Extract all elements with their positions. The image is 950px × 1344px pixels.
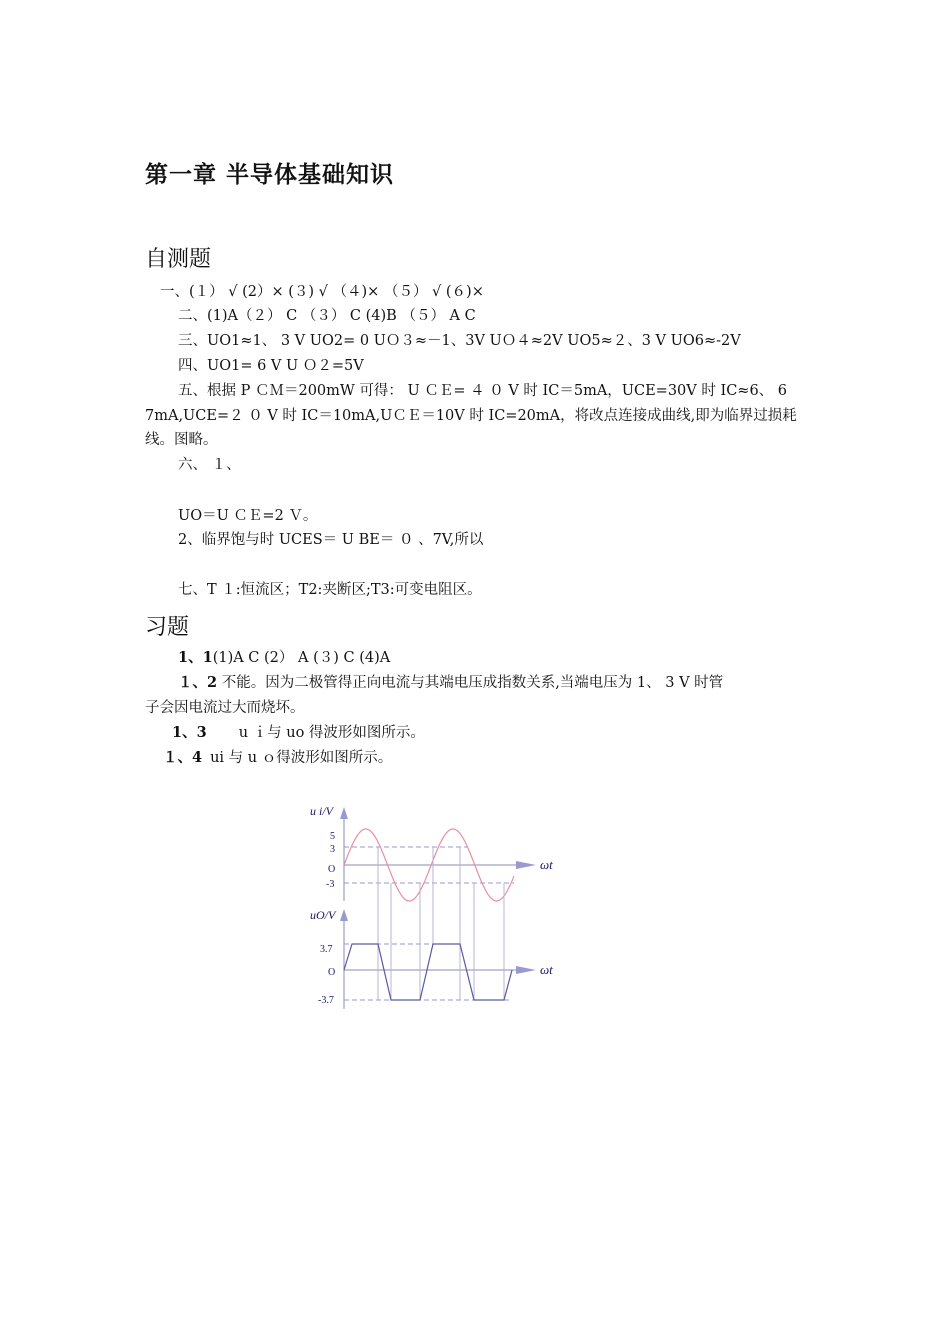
bottom-x-arrow xyxy=(516,966,536,974)
exercise-label: 1、3 xyxy=(172,724,207,741)
answer-line-5b: 7mA,UCE=２ ０ V 时 IC＝10mA,UＣＥ＝10V 时 IC=20mA，将改点连接成曲线,即为临界过损耗 xyxy=(145,408,797,424)
exercise-label: １、4 xyxy=(163,749,203,766)
answer-line-5c: 线。图略。 xyxy=(145,432,218,448)
answer-line-7: 七、T １:恒流区；T2:夹断区;T3:可变电阻区。 xyxy=(178,582,482,598)
answer-line-6-label: 六、 １、 xyxy=(178,457,241,473)
answer-line-6-formula: UO＝U ＣＥ=2 Ｖ。 xyxy=(178,508,318,524)
tick-label: -3 xyxy=(326,879,335,890)
top-y-label: u i/V xyxy=(310,804,333,818)
exercise-text: ui 与 u ｏ得波形如图所示。 xyxy=(210,750,393,766)
exercise-label: 1、1 xyxy=(178,649,213,666)
bottom-plot xyxy=(310,847,553,1009)
answer-line-4: 四、UO1= 6 V U Ｏ２=5V xyxy=(178,358,364,374)
tick-label: O xyxy=(328,864,336,875)
bottom-x-label: ωt xyxy=(540,962,553,977)
answer-line-6-2: 2、临界饱与时 UCES＝ U BE＝ ０ 、7V,所以 xyxy=(178,532,484,548)
waveform-figure xyxy=(300,797,570,1012)
exercise-1-2 xyxy=(178,671,723,695)
tick-label: 3.7 xyxy=(320,944,333,955)
exercise-text: (1)A C (2） A (３) C (4)A xyxy=(212,650,391,666)
tick-label: 3 xyxy=(330,844,335,855)
exercise-1-3 xyxy=(172,721,425,745)
tick-label: 5 xyxy=(330,831,335,842)
answer-line-5a: 五、根据 P ＣＭ＝200mW 可得： U ＣＥ= ４ ０ V 时 IC＝5mA，UCE=30V 时 IC≈6、 6 xyxy=(178,383,788,399)
answer-line-3: 三、UO1≈1、 3 V UO2= 0 UＯ３≈－1、3V UＯ４≈2V UO5≈２、3 V UO6≈-2V xyxy=(178,333,741,349)
vertical-guides xyxy=(378,847,504,1000)
exercise-1-2-cont: 子会因电流过大而烧坏。 xyxy=(145,700,305,716)
exercise-label: １、2 xyxy=(178,674,218,691)
chapter-title: 第一章 半导体基础知识 xyxy=(145,162,395,188)
tick-label: O xyxy=(328,967,336,978)
exercise-text: 不能。因为二极管得正向电流与其端电压成指数关系,当端电压为 1、 3 V 时管 xyxy=(217,675,724,691)
bottom-y-arrow xyxy=(340,909,348,921)
section-title-exercises: 习题 xyxy=(145,615,190,640)
bottom-y-label: uO/V xyxy=(310,908,336,922)
top-x-label: ωt xyxy=(540,857,553,872)
answer-line-1: 一、(１） √ (2）× (３) √ （４)× （５） √ (６)× xyxy=(160,284,484,300)
tick-label: -3.7 xyxy=(318,995,334,1006)
answer-line-2: 二、(1)A（２） C （３） C (4)B （５） A C xyxy=(178,308,476,324)
top-plot xyxy=(310,804,553,901)
top-y-arrow xyxy=(340,807,348,819)
top-x-arrow xyxy=(516,861,536,869)
exercise-1-4 xyxy=(163,746,392,770)
output-clipped-wave xyxy=(344,944,512,1000)
exercise-text: u ｉ与 uo 得波形如图所示。 xyxy=(238,725,425,741)
section-title-self-test: 自测题 xyxy=(145,247,212,272)
exercise-1-1 xyxy=(178,646,390,670)
